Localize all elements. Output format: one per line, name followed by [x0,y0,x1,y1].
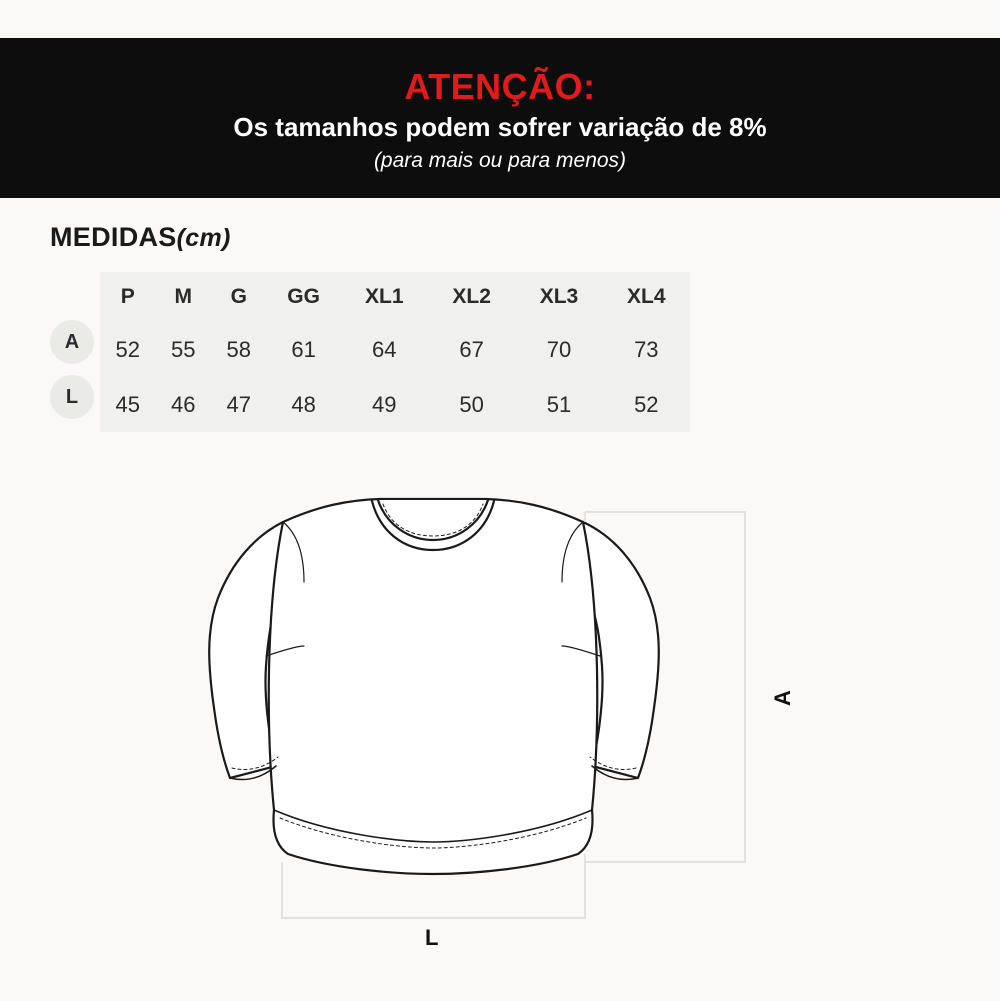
cell-a-xl4: 73 [634,336,659,362]
column-header-p: P [120,285,135,308]
cell-a-gg: 61 [291,336,316,362]
garment-diagram [0,470,1000,990]
cell-l-gg: 48 [291,391,316,417]
measures-heading-text: MEDIDAS [50,222,177,252]
column-header-xl4: XL4 [627,285,666,308]
column-header-g: G [230,285,247,308]
row-label-a: A [50,320,94,364]
table-row [100,377,690,432]
tshirt-outline [209,499,659,874]
table-header-row [100,272,690,322]
column-header-xl1: XL1 [365,285,404,308]
size-table [100,272,690,432]
measures-heading [50,222,231,253]
cell-l-xl4: 52 [634,391,659,417]
dimension-label-a: A [769,690,795,706]
cell-l-xl1: 49 [372,391,397,417]
column-header-gg: GG [287,285,320,308]
banner-subtitle: Os tamanhos podem sofrer variação de 8% [233,111,767,142]
column-header-xl3: XL3 [539,285,579,308]
tshirt-technical-illustration [0,470,1000,990]
column-header-m: M [174,285,193,308]
cell-a-m: 55 [171,336,196,362]
cell-l-p: 45 [115,391,140,417]
dimension-label-l: L [425,925,439,950]
banner-note: (para mais ou para menos) [373,148,627,172]
attention-banner [0,38,1000,198]
column-header-xl2: XL2 [452,285,491,308]
cell-l-g: 47 [226,391,252,417]
table-row [100,322,690,377]
cell-a-xl3: 70 [546,336,572,362]
cell-l-xl2: 50 [459,391,484,417]
cell-a-xl1: 64 [372,336,397,362]
banner-title: ATENÇÃO: [404,66,596,108]
cell-a-g: 58 [226,336,252,362]
row-label-l: L [50,375,94,419]
cell-l-m: 46 [171,391,196,417]
cell-a-p: 52 [115,336,140,362]
cell-l-xl3: 51 [546,391,572,417]
measures-unit: (cm) [176,224,231,252]
cell-a-xl2: 67 [459,336,484,362]
